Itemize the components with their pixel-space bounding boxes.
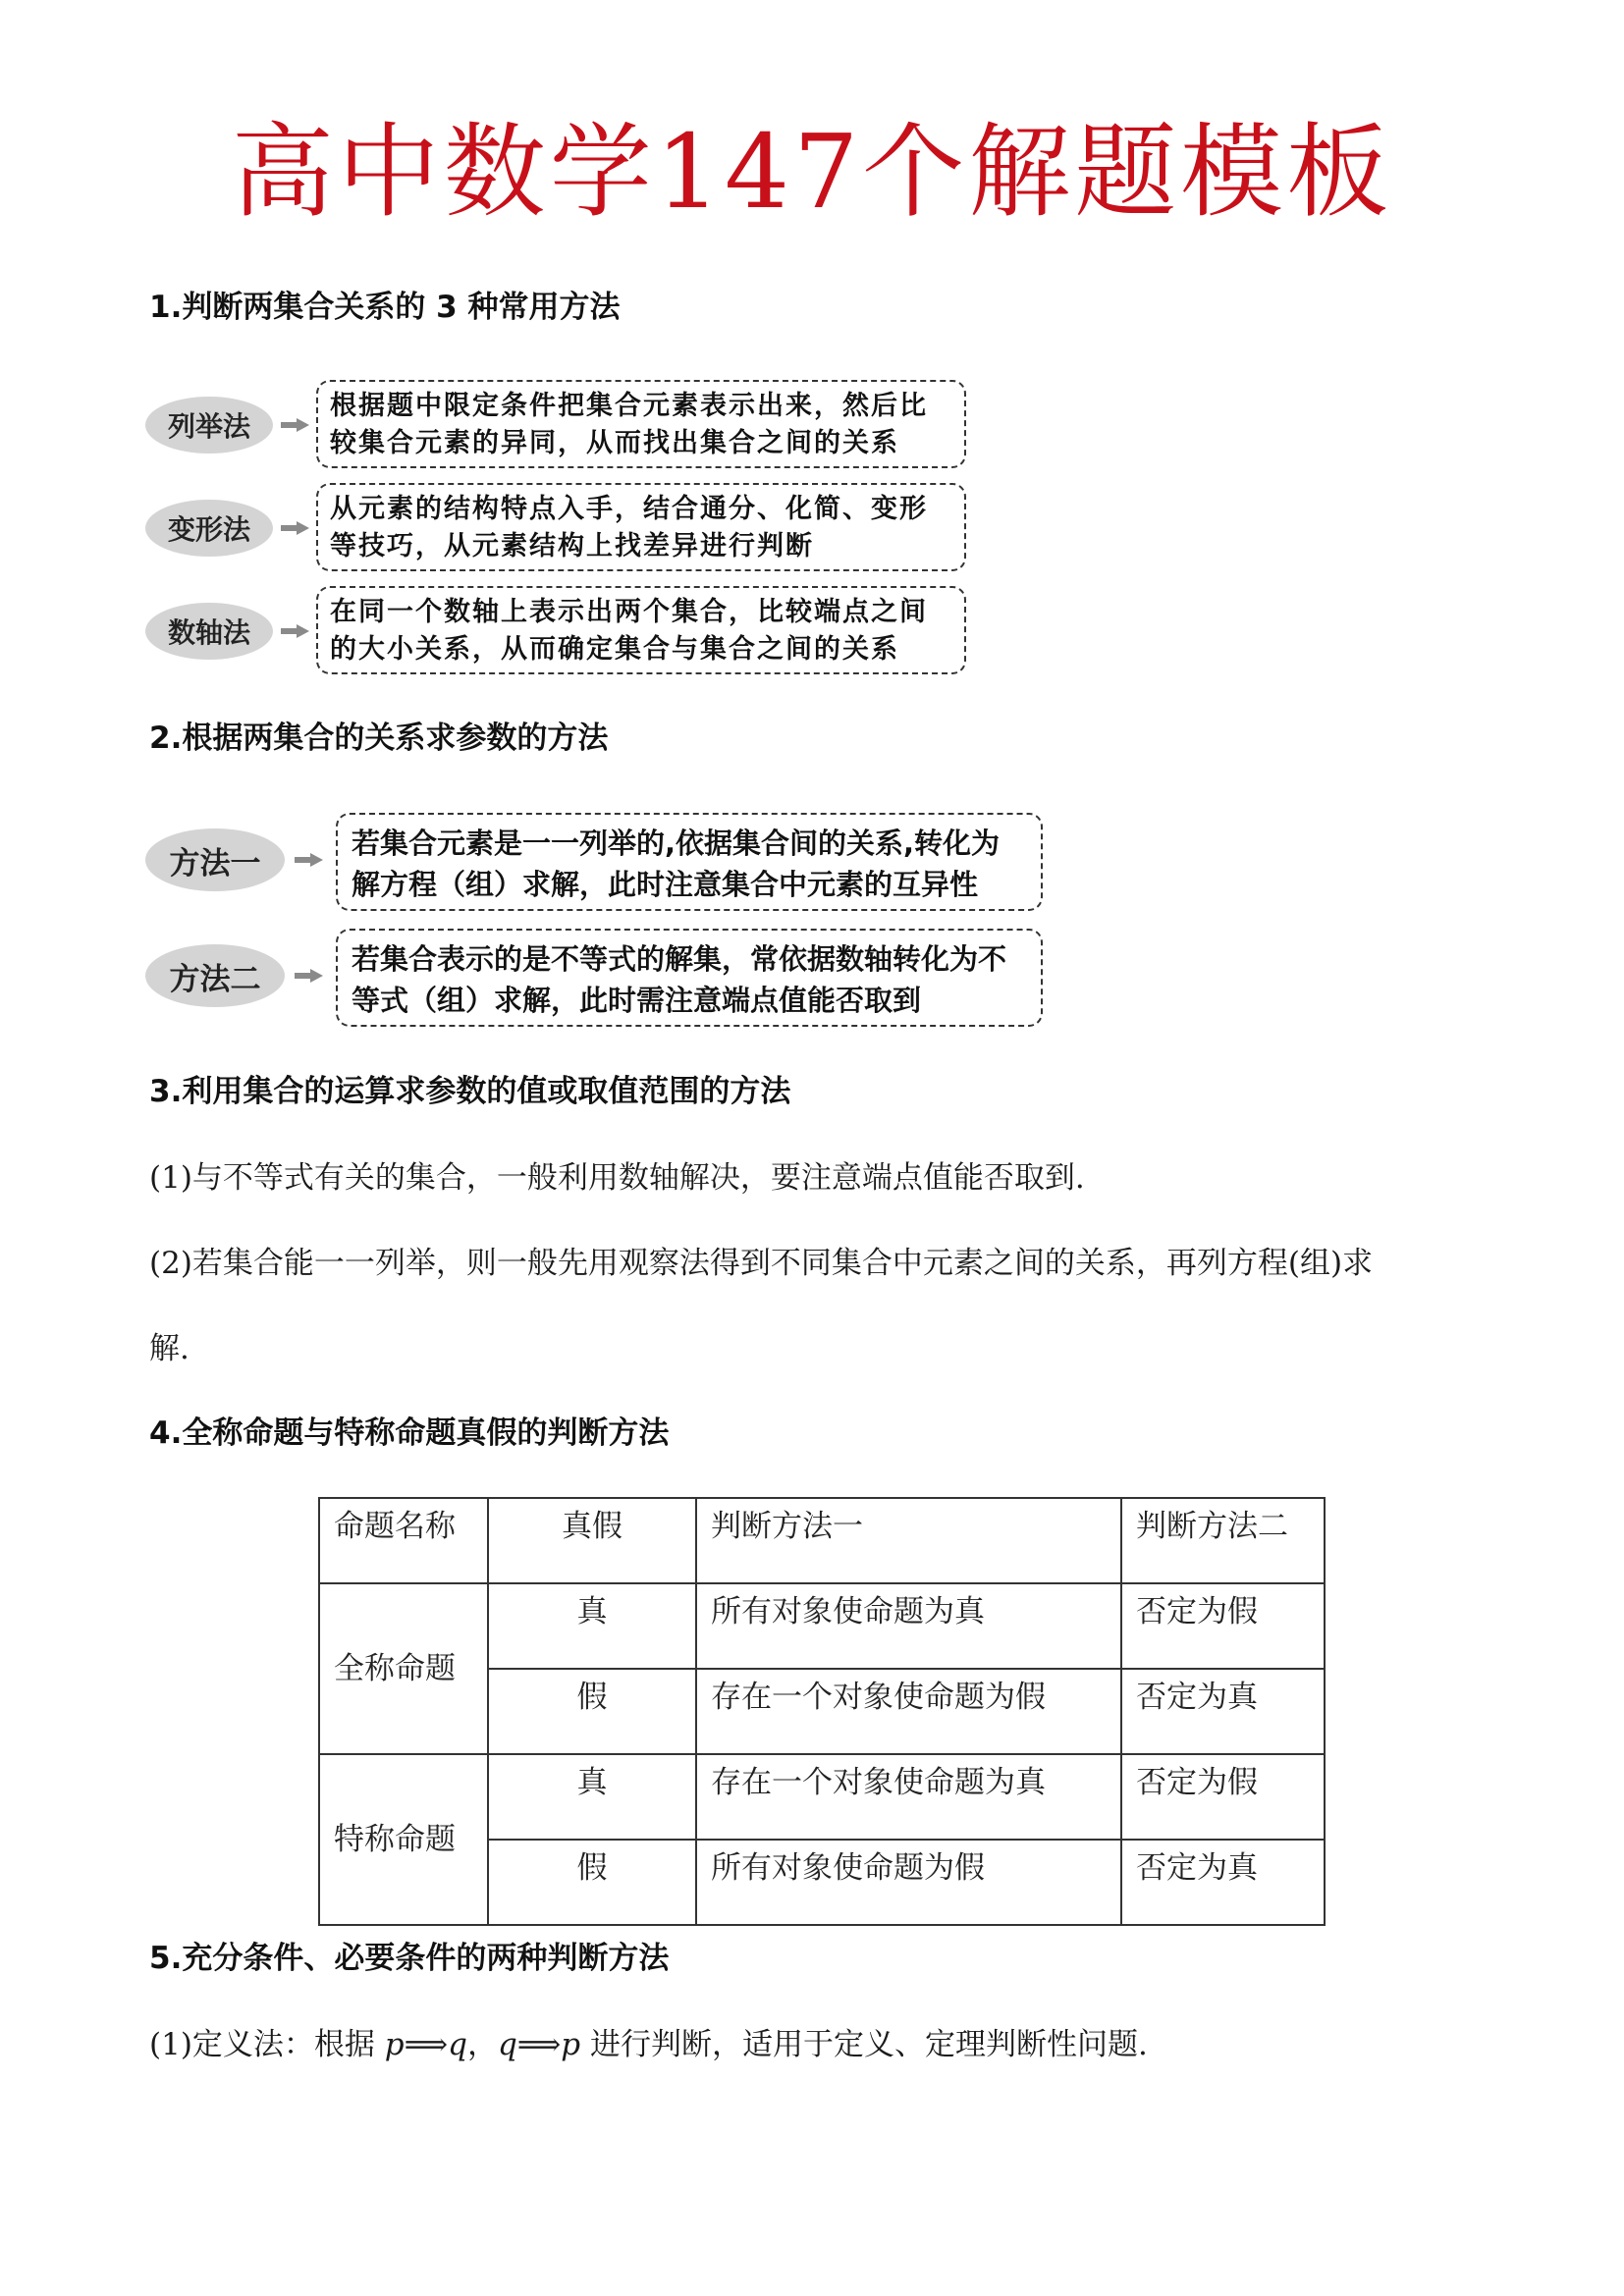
implies-symbol: ⟹ bbox=[516, 2027, 562, 2062]
arrow-icon bbox=[281, 418, 310, 432]
method-pill-enumeration: 列举法 bbox=[145, 397, 273, 454]
table-row bbox=[319, 1754, 1325, 1840]
table-cell: 所有对象使命题为假 bbox=[696, 1840, 1121, 1925]
table-cell: 否定为真 bbox=[1121, 1669, 1325, 1754]
method-description-box bbox=[336, 813, 1043, 911]
method-description-box bbox=[336, 929, 1043, 1027]
method-description-box bbox=[316, 483, 966, 571]
method-description-line: 等技巧，从元素结构上找差异进行判断 bbox=[330, 531, 814, 561]
table-header-row bbox=[319, 1498, 1325, 1583]
method-description-line: 较集合元素的异同，从而找出集合之间的关系 bbox=[330, 428, 899, 458]
method-pill-one: 方法一 bbox=[145, 828, 285, 891]
text: 进行判断，适用于定义、定理判断性问题. bbox=[580, 2027, 1148, 2062]
table-cell: 假 bbox=[488, 1840, 696, 1925]
proposition-table bbox=[318, 1497, 1326, 1926]
section-3-item-continued: 解. bbox=[149, 1331, 189, 1366]
arrow-icon bbox=[281, 624, 310, 638]
section-2-heading: 2.根据两集合的关系求参数的方法 bbox=[149, 721, 609, 756]
method-description-line: 若集合表示的是不等式的解集，常依据数轴转化为不 bbox=[352, 942, 1007, 976]
method-description-line: 根据题中限定条件把集合元素表示出来，然后比 bbox=[330, 391, 928, 421]
arrow-icon bbox=[281, 521, 310, 535]
section-5-item bbox=[149, 2025, 1494, 2064]
table-header: 命题名称 bbox=[319, 1498, 488, 1583]
table-cell: 否定为真 bbox=[1121, 1840, 1325, 1925]
table-cell: 假 bbox=[488, 1669, 696, 1754]
method-description-line: 若集合元素是一一列举的,依据集合间的关系,转化为 bbox=[352, 827, 1001, 860]
table-cell: 真 bbox=[488, 1583, 696, 1669]
table-group-cell: 特称命题 bbox=[319, 1754, 488, 1925]
math-p: p bbox=[561, 2027, 581, 2062]
table-cell: 否定为假 bbox=[1121, 1754, 1325, 1840]
math-q: q bbox=[497, 2027, 517, 2062]
section-5-heading: 5.充分条件、必要条件的两种判断方法 bbox=[149, 1941, 670, 1976]
math-q: q bbox=[448, 2027, 467, 2062]
section-4-heading: 4.全称命题与特称命题真假的判断方法 bbox=[149, 1415, 670, 1451]
method-pill-transformation: 变形法 bbox=[145, 500, 273, 557]
method-description-line: 在同一个数轴上表示出两个集合，比较端点之间 bbox=[330, 597, 928, 627]
table-cell: 所有对象使命题为真 bbox=[696, 1583, 1121, 1669]
table-cell: 真 bbox=[488, 1754, 696, 1840]
section-3-heading: 3.利用集合的运算求参数的值或取值范围的方法 bbox=[149, 1074, 791, 1109]
section-3-item: (1)与不等式有关的集合，一般利用数轴解决，要注意端点值能否取到. bbox=[149, 1160, 1085, 1196]
section-3-item: (2)若集合能一一列举，则一般先用观察法得到不同集合中元素之间的关系，再列方程(组)求 bbox=[149, 1246, 1374, 1281]
method-description-box bbox=[316, 380, 966, 468]
table-cell: 存在一个对象使命题为真 bbox=[696, 1754, 1121, 1840]
table-header: 判断方法一 bbox=[696, 1498, 1121, 1583]
page-title: 高中数学147个解题模板 bbox=[231, 112, 1393, 232]
implies-symbol: ⟹ bbox=[404, 2027, 449, 2062]
math-p: p bbox=[384, 2027, 405, 2062]
method-description-line: 等式（组）求解，此时需注意端点值能否取到 bbox=[352, 984, 922, 1017]
table-row bbox=[319, 1583, 1325, 1669]
table-cell: 否定为假 bbox=[1121, 1583, 1325, 1669]
text: ， bbox=[466, 2027, 498, 2062]
method-description-line: 的大小关系，从而确定集合与集合之间的关系 bbox=[330, 634, 899, 665]
table-header: 判断方法二 bbox=[1121, 1498, 1325, 1583]
method-pill-two: 方法二 bbox=[145, 944, 285, 1007]
arrow-icon bbox=[295, 853, 324, 867]
method-pill-number-line: 数轴法 bbox=[145, 603, 273, 660]
arrow-icon bbox=[295, 969, 324, 983]
method-description-line: 解方程（组）求解，此时注意集合中元素的互异性 bbox=[352, 868, 979, 901]
table-group-cell: 全称命题 bbox=[319, 1583, 488, 1754]
table-header: 真假 bbox=[488, 1498, 696, 1583]
method-description-box bbox=[316, 586, 966, 674]
table-cell: 存在一个对象使命题为假 bbox=[696, 1669, 1121, 1754]
text: (1)定义法：根据 bbox=[149, 2027, 385, 2062]
method-description-line: 从元素的结构特点入手，结合通分、化简、变形 bbox=[330, 494, 928, 524]
section-1-heading: 1.判断两集合关系的 3 种常用方法 bbox=[149, 290, 621, 325]
